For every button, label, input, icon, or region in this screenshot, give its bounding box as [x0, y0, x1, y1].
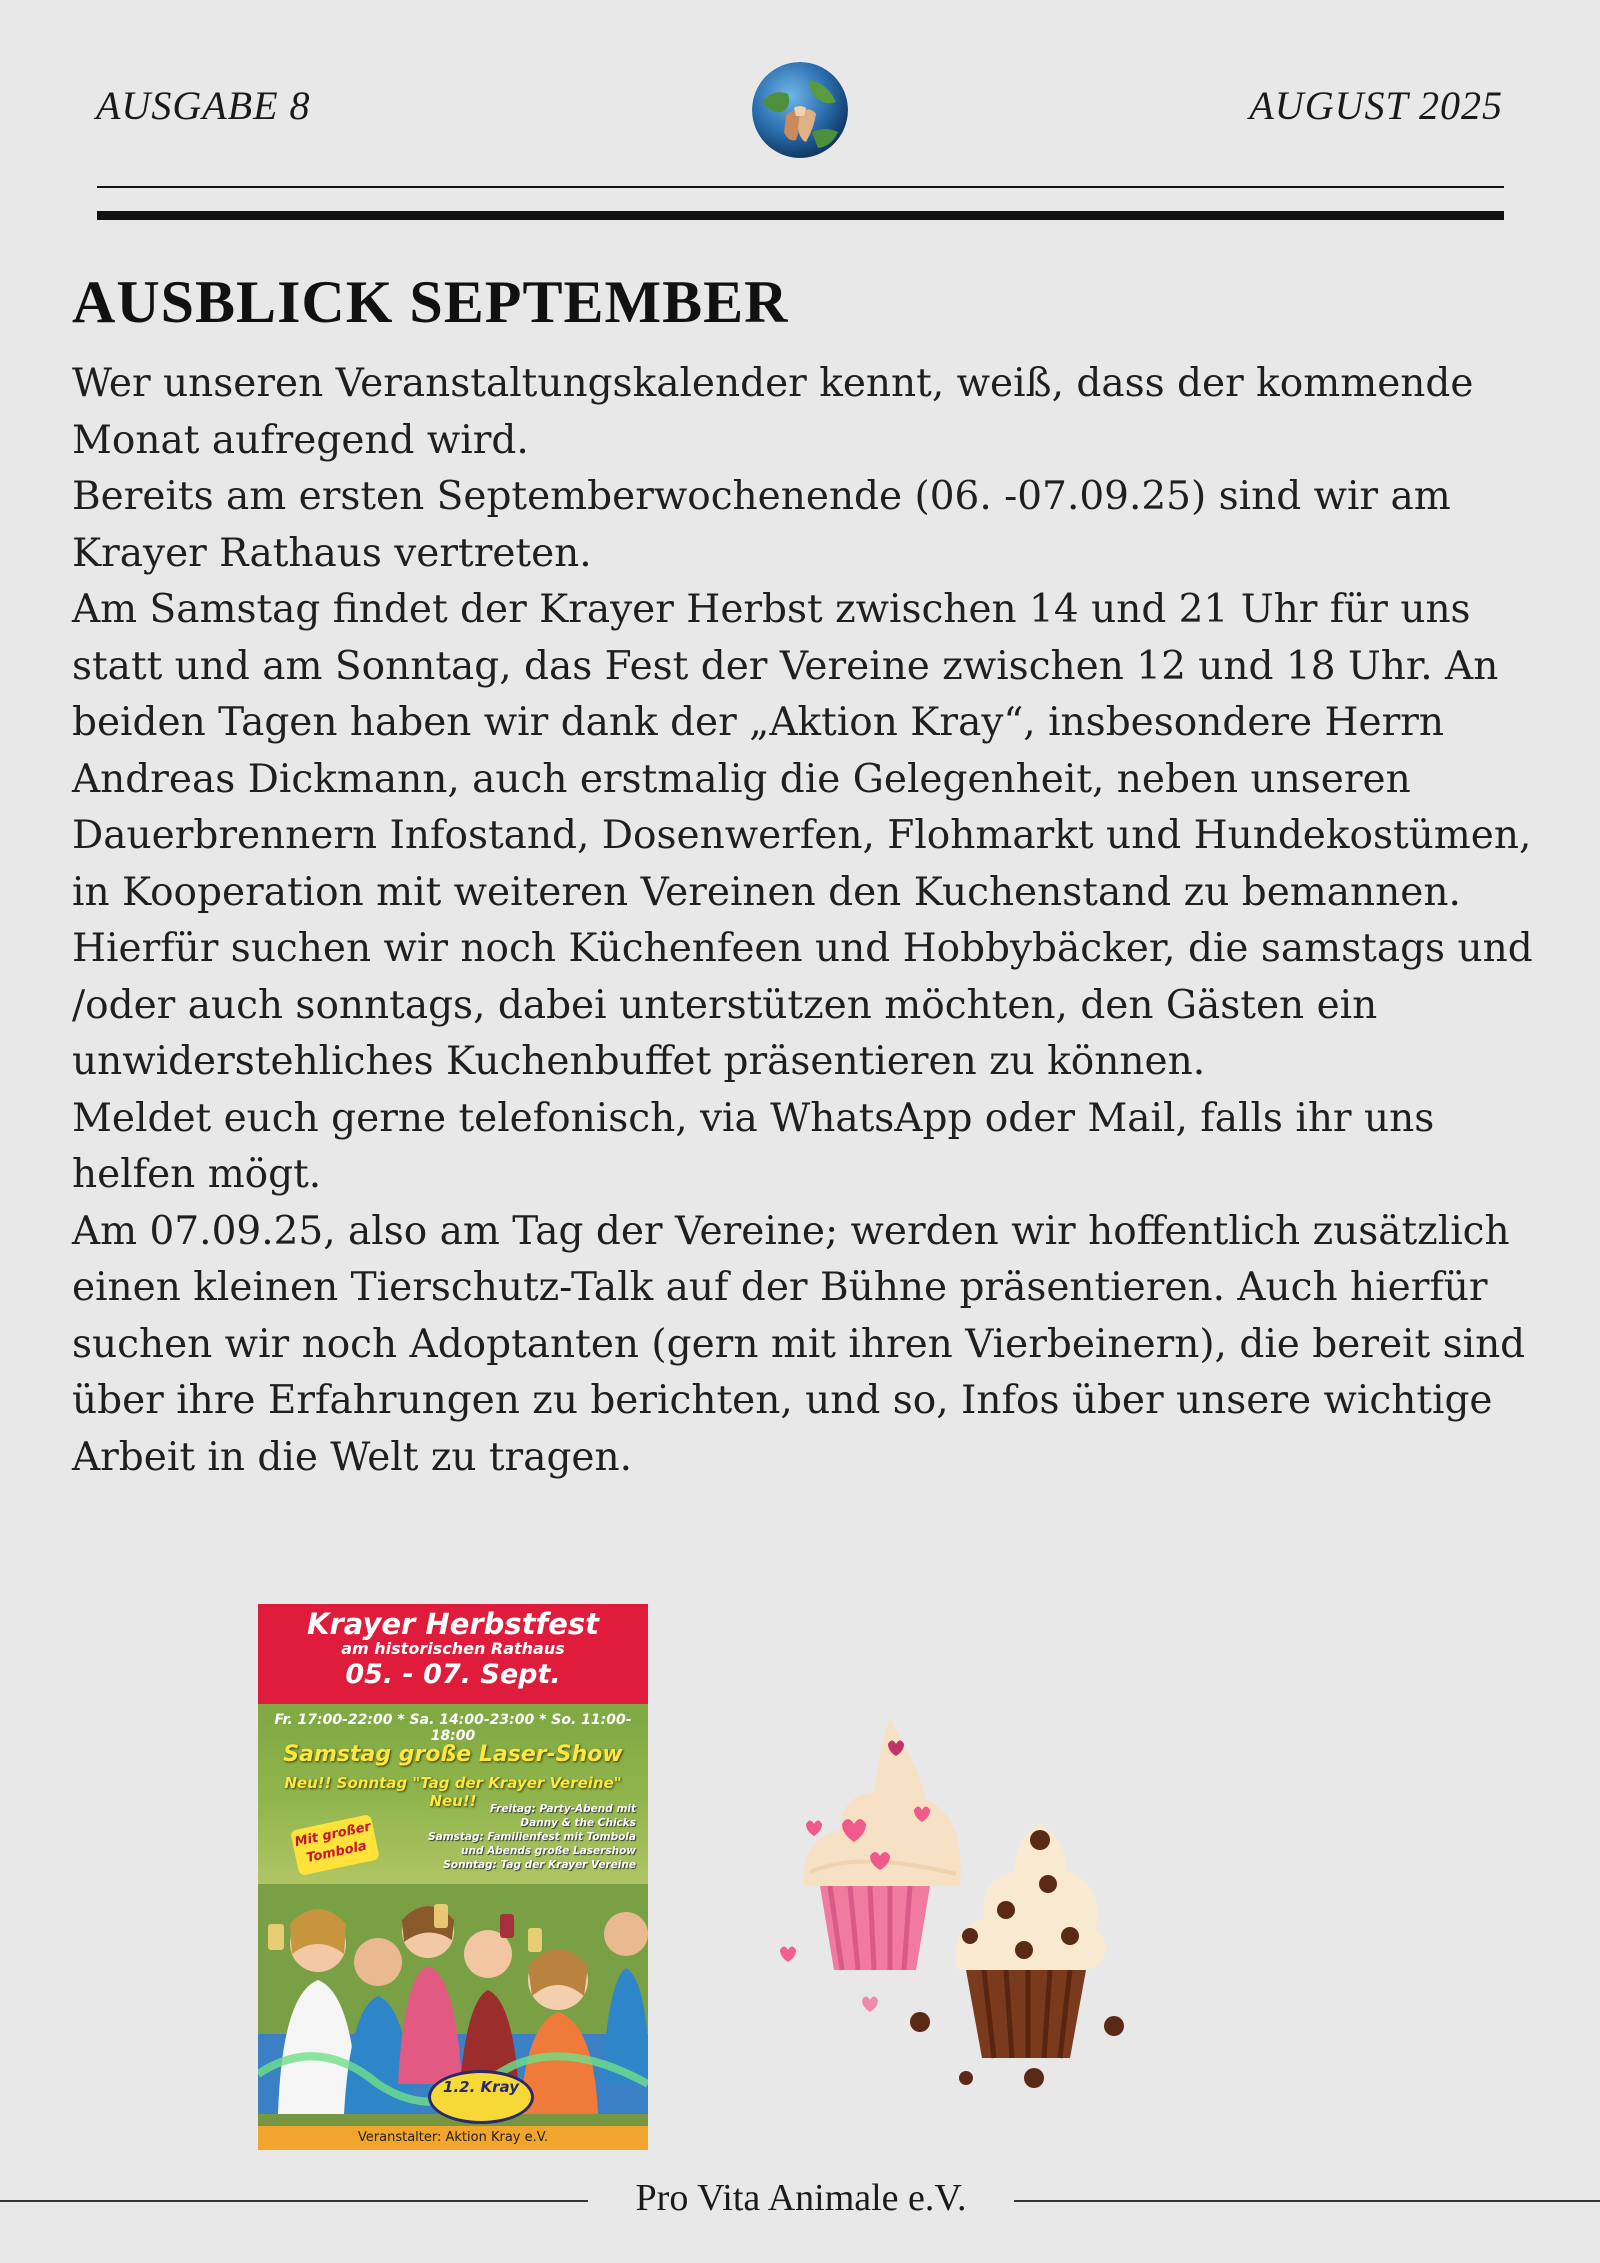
poster-dates: 05. - 07. Sept. [345, 1659, 561, 1690]
poster-detail-line: und Abends große Lasershow [461, 1845, 636, 1857]
footer-rule-left [0, 2200, 588, 2202]
footer-rule-right [1014, 2200, 1600, 2202]
poster-detail-line: Sonntag: Tag der Krayer Vereine [443, 1859, 636, 1871]
poster-laser-show: Samstag große Laser-Show [283, 1742, 623, 1767]
article-paragraph: Bereits am ersten Septemberwochenende (06. -07.09.25) sind wir am Krayer Rathaus vertreten. [72, 474, 1451, 576]
article-paragraph: Wer unseren Veranstaltungskalender kennt, weiß, dass der kommende Monat aufregend wird. [72, 361, 1474, 463]
globe-hands-icon [752, 62, 848, 158]
event-poster [258, 1604, 648, 2150]
poster-detail-line: Freitag: Party-Abend mit [490, 1803, 636, 1815]
footer-organization: Pro Vita Animale e.V. [635, 2177, 967, 2219]
poster-kray-badge: 1.2. Kray [428, 2070, 534, 2124]
article-paragraph: Am 07.09.25, also am Tag der Vereine; werden wir hoffentlich zusätzlich einen kleinen Tierschutz-Talk auf der Bühne präsentieren. Auch hierfür suchen wir noch Adoptanten (gern mit ihren Vierbeinern), die bereit sind über ihre Erfahrungen zu berichten, und so, Infos über unsere wichtige Arbeit in die Welt zu tragen. [72, 1208, 1526, 1480]
poster-sunday: Neu!! Sonntag "Tag der Krayer Vereine" Neu!! [284, 1774, 622, 1810]
header-rule-thick [97, 211, 1504, 220]
poster-details [386, 1802, 636, 1872]
article-title: AUSBLICK SEPTEMBER [72, 269, 789, 335]
article-body [72, 356, 1542, 1486]
poster-title: Krayer Herbstfest [307, 1607, 599, 1641]
header-rule-thin [97, 186, 1504, 188]
article-paragraph: Meldet euch gerne telefonisch, via WhatsApp oder Mail, falls ihr uns helfen mögt. [72, 1095, 1435, 1197]
poster-tombola-badge: Mit großer Tombola [290, 1814, 380, 1876]
poster-detail-line: Samstag: Familienfest mit Tombola [428, 1831, 636, 1843]
article-paragraph: Am Samstag findet der Krayer Herbst zwischen 14 und 21 Uhr für uns statt und am Sonntag, das Fest der Vereine zwischen 12 und 18 Uhr. An beiden Tagen haben wir dank der „Aktion Kray“, insbesondere Herrn Andreas Dickmann, auch erstmalig die Gelegenheit, neben unseren Dauerbrennern Infostand, Dosenwerfen, Flohmarkt und Hundekostümen, in Kooperation mit weiteren Vereinen den Kuchenstand zu bemannen. Hierfür suchen wir noch Küchenfeen und Hobbybäcker, die samstags und /oder auch sonntags, dabei unterstützen möchten, den Gästen ein unwiderstehliches Kuchenbuffet präsentieren zu können. [72, 587, 1533, 1084]
issue-date: AUGUST 2025 [1249, 83, 1503, 128]
poster-detail-line: Danny & the Chicks [520, 1817, 636, 1829]
cupcakes-icon [770, 1700, 1220, 2100]
poster-organizer: Veranstalter: Aktion Kray e.V. [258, 2126, 648, 2150]
poster-header [258, 1604, 648, 1704]
poster-hours: Fr. 17:00-22:00 * Sa. 14:00-23:00 * So. 11:00-18:00 [274, 1712, 632, 1744]
issue-number: AUSGABE 8 [96, 83, 311, 128]
poster-subtitle: am historischen Rathaus [341, 1639, 565, 1658]
